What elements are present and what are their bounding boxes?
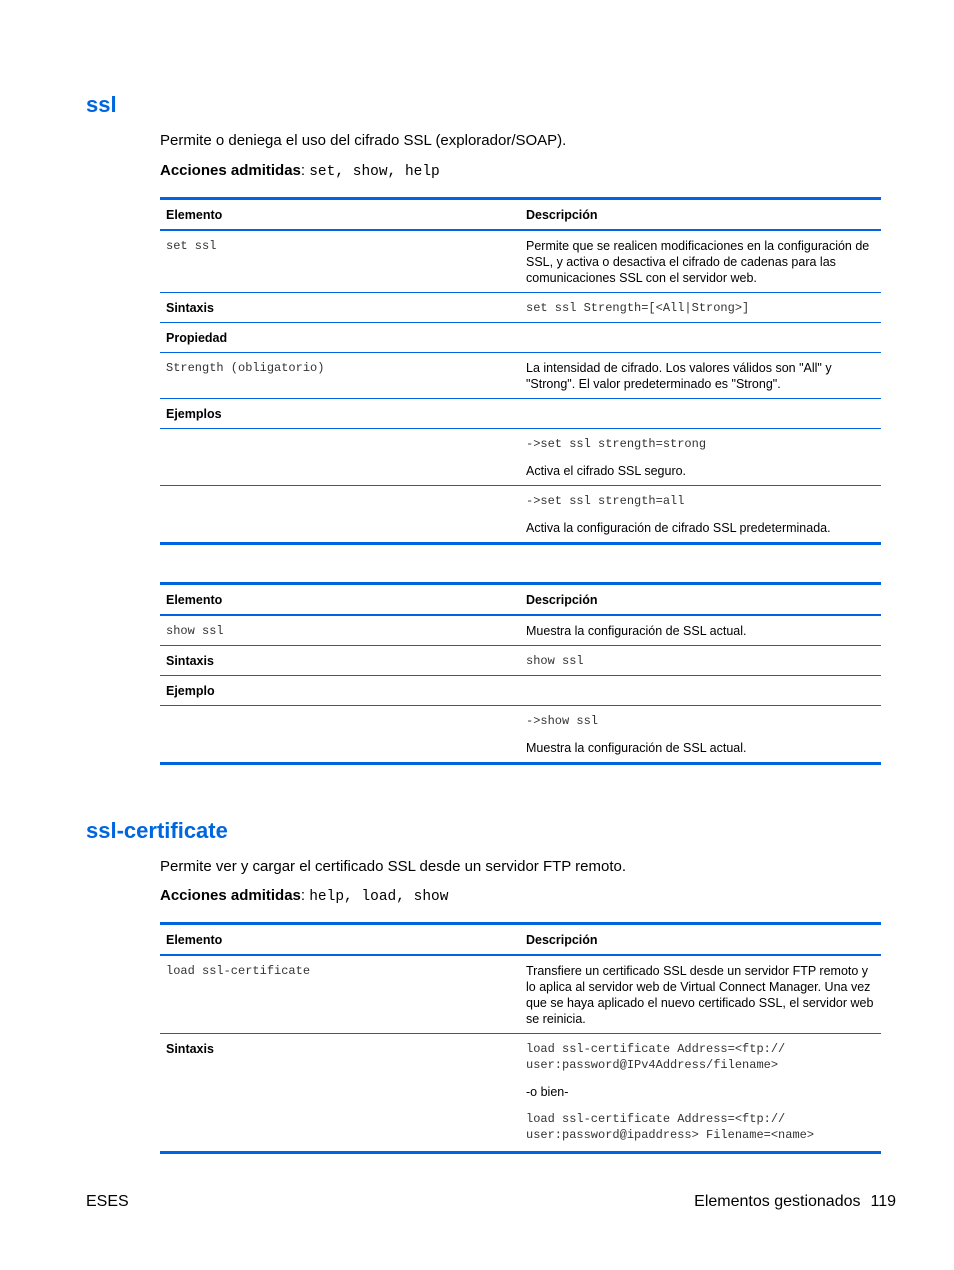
example-code: ->show ssl (526, 714, 599, 728)
ssl-certificate-table (160, 922, 881, 1154)
example-label: Ejemplo (166, 684, 215, 698)
ssl-intro: Permite o deniega el uso del cifrado SSL (explorador/SOAP). (160, 132, 567, 149)
section-title-ssl: ssl (86, 92, 117, 117)
property-label: Propiedad (166, 331, 228, 345)
example-description: Activa la configuración de cifrado SSL predeterminada. (526, 521, 831, 535)
table-header-row (160, 924, 881, 956)
actions-values: set, show, help (309, 164, 440, 180)
table-row (160, 429, 881, 486)
table-row (160, 486, 881, 544)
syntax-label: Sintaxis (166, 654, 214, 668)
ssl-show-table (160, 582, 881, 765)
table-row (160, 399, 881, 429)
ssl-certificate-actions: Acciones admitidas: help, load, show (160, 887, 449, 905)
table-row (160, 955, 881, 1034)
syntax-value-2 (526, 1111, 875, 1143)
syntax-label: Sintaxis (166, 1042, 214, 1056)
footer-page-info (694, 1193, 896, 1211)
syntax-line: user:password@IPv4Address/filename> (526, 1058, 779, 1072)
header-descripcion: Descripción (520, 584, 881, 616)
footer-section: Elementos gestionados (694, 1193, 861, 1210)
ssl-actions: Acciones admitidas: set, show, help (160, 162, 440, 180)
syntax-line: load ssl-certificate Address=<ftp:// (526, 1042, 786, 1056)
table-row (160, 230, 881, 293)
property-name: Strength (obligatorio) (160, 353, 520, 399)
show-ssl-command: show ssl (160, 615, 520, 646)
ssl-set-table (160, 197, 881, 545)
table-row (160, 323, 881, 353)
table-row (160, 676, 881, 706)
syntax-value: set ssl Strength=[<All|Strong>] (520, 293, 881, 323)
ssl-certificate-intro: Permite ver y cargar el certificado SSL desde un servidor FTP remoto. (160, 858, 627, 875)
syntax-line: user:password@ipaddress> Filename=<name> (526, 1128, 815, 1142)
syntax-value: show ssl (520, 646, 881, 676)
actions-label: Acciones admitidas (160, 887, 301, 904)
load-ssl-certificate-description: Transfiere un certificado SSL desde un servidor FTP remoto y lo aplica al servidor web de Virtual Connect Manager. Una vez que se haya aplicado el nuevo certificado SSL, el servidor web se reinicia. (520, 955, 881, 1034)
table-row (160, 615, 881, 646)
load-ssl-certificate-command: load ssl-certificate (160, 955, 520, 1034)
example-description: Muestra la configuración de SSL actual. (526, 741, 747, 755)
table-header-row (160, 584, 881, 616)
example-code: ->set ssl strength=strong (526, 437, 707, 451)
table-row (160, 706, 881, 764)
example-description: Activa el cifrado SSL seguro. (526, 464, 687, 478)
property-description: La intensidad de cifrado. Los valores válidos son "All" y "Strong". El valor predeterminado es "Strong". (520, 353, 881, 399)
header-descripcion: Descripción (520, 199, 881, 231)
example-code: ->set ssl strength=all (526, 494, 685, 508)
header-descripcion: Descripción (520, 924, 881, 956)
table-header-row (160, 199, 881, 231)
examples-label: Ejemplos (166, 407, 222, 421)
syntax-value-1 (526, 1041, 875, 1073)
table-row (160, 1034, 881, 1153)
header-elemento: Elemento (160, 199, 520, 231)
section-title-ssl-certificate: ssl-certificate (86, 818, 228, 843)
syntax-line: load ssl-certificate Address=<ftp:// (526, 1112, 786, 1126)
table-row (160, 646, 881, 676)
actions-values: help, load, show (309, 889, 449, 905)
actions-label: Acciones admitidas (160, 162, 301, 179)
set-ssl-description: Permite que se realicen modificaciones en la configuración de SSL, y activa o desactiva el cifrado de cadenas para las comunicaciones SSL con el servidor web. (520, 230, 881, 293)
syntax-label: Sintaxis (166, 301, 214, 315)
syntax-or: -o bien- (526, 1085, 569, 1099)
footer-locale: ESES (86, 1193, 129, 1210)
header-elemento: Elemento (160, 584, 520, 616)
table-row (160, 293, 881, 323)
show-ssl-description: Muestra la configuración de SSL actual. (520, 615, 881, 646)
page-number: 119 (870, 1193, 896, 1210)
set-ssl-command: set ssl (160, 230, 520, 293)
table-row (160, 353, 881, 399)
header-elemento: Elemento (160, 924, 520, 956)
